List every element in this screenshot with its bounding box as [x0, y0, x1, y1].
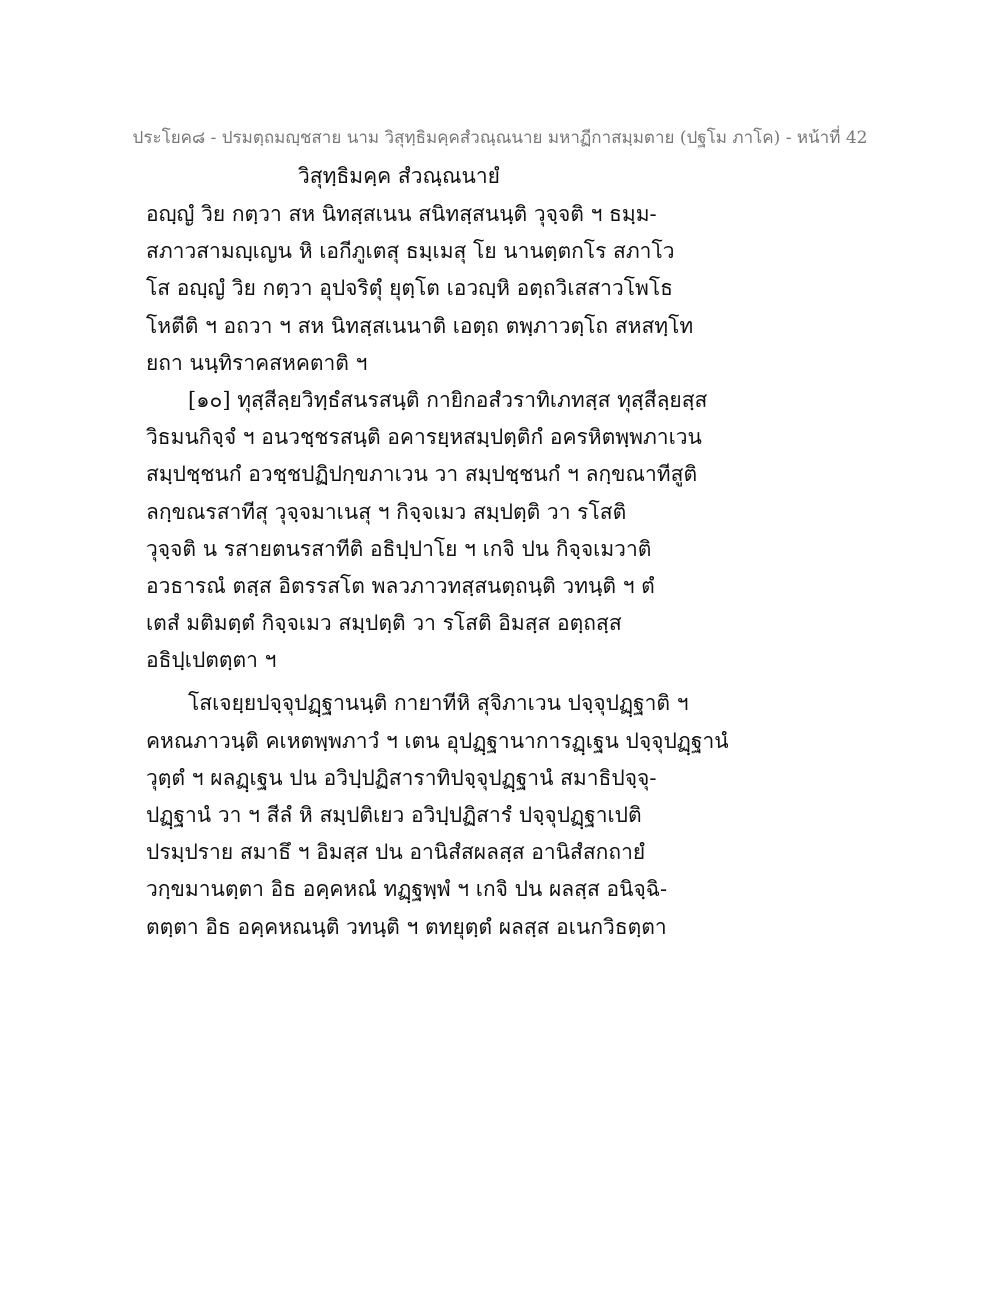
text-line: สมฺปชฺชนกํ อวชฺชปฏิปกฺขภาเวน วา สมฺปชฺชนกํ ฯ ลกฺขณาทีสูติ	[146, 462, 698, 487]
paragraph	[146, 685, 866, 945]
text-line: สภาวสามญฺเญน หิ เอกีภูเตสุ ธมฺเมสุ โย นานตฺตกโร สภาโว	[146, 239, 675, 264]
paragraph	[146, 196, 866, 382]
text-line: วุจฺจติ น รสายตนรสาทีติ อธิปฺปาโย ฯ เกจิ ปน กิจฺจเมวาติ	[146, 536, 652, 561]
text-line: อญฺญํ วิย กตฺวา สห นิทสฺสเนน สนิทสฺสนนฺติ วุจฺจติ ฯ ธมฺม-	[146, 202, 657, 226]
text-line: ยถา นนฺทิราคสหคตาติ ฯ	[146, 350, 368, 375]
text-line: โส อญฺญํ วิย กตฺวา อุปจริตุํ ยุตฺโต เอวญฺหิ อตฺถวิเสสาวโพโธ	[146, 276, 673, 301]
text-line: อธิปฺเปตตฺตา ฯ	[146, 648, 277, 673]
text-line: วกฺขมานตฺตา อิธ อคฺคหณํ ทฏฺฐพฺพํ ฯ เกจิ ปน ผลสฺส อนิจฺฉิ-	[146, 877, 668, 902]
running-header: ประโยค๘ - ปรมตฺถมญฺชสาย นาม วิสุทฺธิมคฺคสํวณฺณนาย มหาฏีกาสมฺมตาย (ปฐโม ภาโค) - หน้าที่ 42	[132, 128, 868, 148]
text-line: [๑๐] ทุสฺสีลฺยวิทฺธํสนรสนฺติ กายิกอสํวราทิเภทสฺส ทุสฺสีลฺยสฺส	[188, 387, 708, 412]
section-title: วิสุทฺธิมคฺค สํวณฺณนายํ	[298, 164, 500, 188]
text-line: ลกฺขณรสาทีสุ วุจฺจมาเนสุ ฯ กิจฺจเมว สมฺปตฺติ วา รโสติ	[146, 499, 627, 524]
text-line: วิธมนกิจฺจํ ฯ อนวชฺชรสนฺติ อคารยฺหสมฺปตฺติกํ อครหิตพฺพภาเวน	[146, 425, 702, 450]
text-line: วุตฺตํ ฯ ผลฏฺเฐน ปน อวิปฺปฏิสาราทิปจฺจุปฏฺฐานํ สมาธิปจฺจุ-	[146, 765, 657, 790]
text-line: เตสํ มติมตฺตํ กิจฺจเมว สมฺปตฺติ วา รโสติ อิมสฺส อตฺถสฺส	[146, 611, 622, 636]
text-line: โหตีติ ฯ อถวา ฯ สห นิทสฺสเนนาติ เอตฺถ ตพฺภาวตฺโถ สหสทฺโท	[146, 313, 694, 338]
text-line: ตตฺตา อิธ อคฺคหณนฺติ วทนฺติ ฯ ตทยุตฺตํ ผลสฺส อเนกวิธตฺตา	[146, 914, 667, 939]
body-text	[146, 196, 866, 946]
text-line: ปรมฺปราย สมาธึ ฯ อิมสฺส ปน อานิสํสผลสฺส อานิสํสกถายํ	[146, 840, 646, 865]
text-line: คหณภาวนฺติ คเหตพฺพภาวํ ฯ เตน อุปฏฺฐานาการฏฺเฐน ปจฺจุปฏฺฐานํ	[146, 728, 729, 753]
text-line: อวธารณํ ตสฺส อิตรรสโต พลวภาวทสฺสนตฺถนฺติ วทนฺติ ฯ ตํ	[146, 573, 655, 598]
text-line: ปฏฺฐานํ วา ฯ สีลํ หิ สมฺปติเยว อวิปฺปฏิสารํ ปจฺจุปฏฺฐาเปติ	[146, 803, 642, 827]
paragraph	[146, 382, 866, 680]
text-line: โสเจยฺยปจฺจุปฏฺฐานนฺติ กายาทีหิ สุจิภาเวน ปจฺจุปฏฺฐาติ ฯ	[188, 691, 689, 716]
